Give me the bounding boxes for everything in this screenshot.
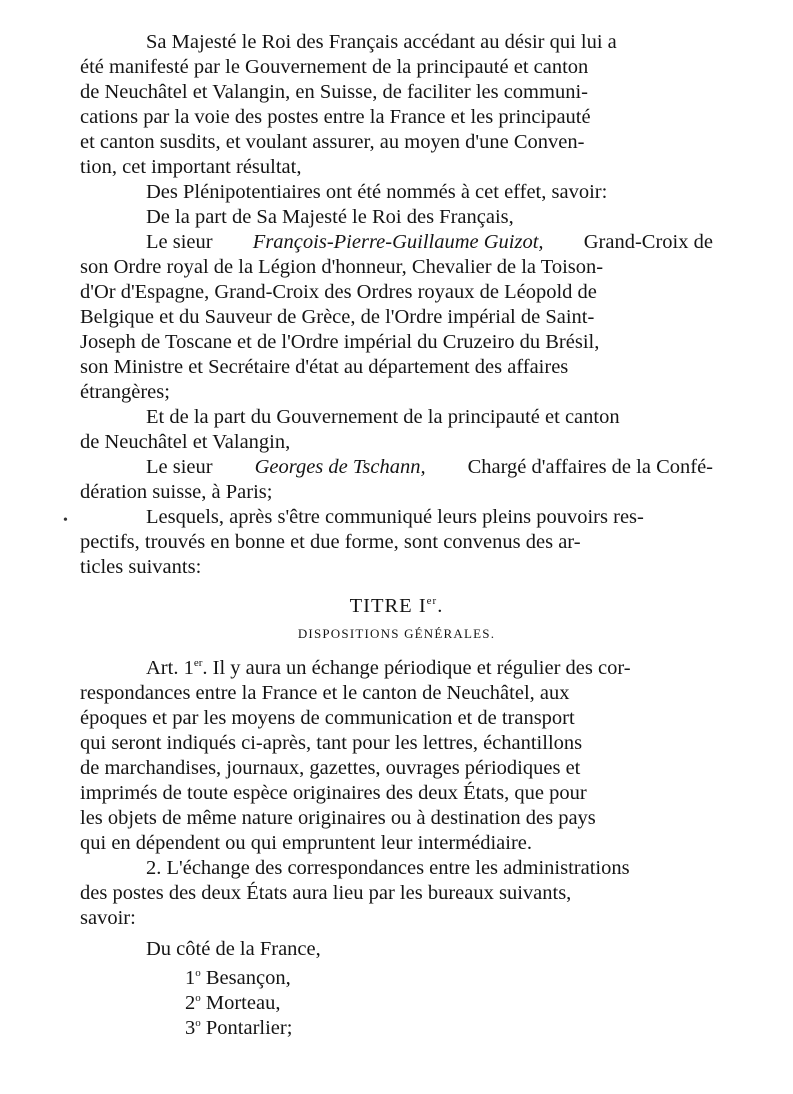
text-line: respondances entre la France et le canton de Neuchâtel, aux <box>80 682 570 704</box>
text-line: qui en dépendent ou qui empruntent leur intermédiaire. <box>80 832 532 854</box>
text-line: Du côté de la France, <box>146 938 321 960</box>
text-line: Joseph de Toscane et de l'Ordre impérial du Cruzeiro du Brésil, <box>80 331 600 353</box>
text-line: époques et par les moyens de communication et de transport <box>80 707 575 729</box>
section-subtitle: DISPOSITIONS GÉNÉRALES. <box>297 626 496 641</box>
plenipotentiary-name-neuchatel: Georges de Tschann, <box>254 456 426 478</box>
text-line: d'Or d'Espagne, Grand-Croix des Ordres royaux de Léopold de <box>80 281 597 303</box>
text-line: qui seront indiqués ci-après, tant pour les lettres, échantillons <box>80 732 583 754</box>
text-line: cations par la voie des postes entre la France et les principauté <box>80 106 591 128</box>
plenipotentiary-name-france: François-Pierre-Guillaume Guizot, <box>252 231 544 253</box>
text-line: de Neuchâtel et Valangin, <box>80 431 291 453</box>
section-title: TITRE Ier. <box>349 595 444 617</box>
article-1-first-line: Art. 1er. Il y aura un échange périodique et régulier des cor- <box>146 657 631 679</box>
text-line: imprimés de toute espèce originaires des deux États, que pour <box>80 782 587 804</box>
margin-mark: • <box>63 513 68 528</box>
text-line: Et de la part du Gouvernement de la principauté et canton <box>146 406 620 428</box>
text-line: Sa Majesté le Roi des Français accédant au désir qui lui a <box>146 31 617 53</box>
text-line: étrangères; <box>80 381 170 403</box>
list-item: 3$^o$ Pontarlier; <box>185 1017 293 1039</box>
text-line: Belgique et du Sauveur de Grèce, de l'Ordre impérial de Saint- <box>80 306 595 328</box>
text-line: dération suisse, à Paris; <box>80 481 273 503</box>
text-line: son Ordre royal de la Légion d'honneur, Chevalier de la Toison- <box>80 256 604 278</box>
text-line: de marchandises, journaux, gazettes, ouvrages périodiques et <box>80 757 581 779</box>
list-item: 2$^o$ Morteau, <box>185 992 281 1014</box>
text-line: De la part de Sa Majesté le Roi des Français, <box>146 206 514 228</box>
text-line: Le sieur Georges de Tschann, Chargé d'affaires de la Confé- <box>146 456 713 478</box>
article-2-first-line: 2. L'échange des correspondances entre les administrations <box>146 857 630 879</box>
text-line: son Ministre et Secrétaire d'état au département des affaires <box>80 356 569 378</box>
text-line: Des Plénipotentiaires ont été nommés à cet effet, savoir: <box>146 181 608 203</box>
list-item: 1$^o$ Besançon, <box>185 967 291 989</box>
text-line: les objets de même nature originaires ou à destination des pays <box>80 807 596 829</box>
text-line: Lesquels, après s'être communiqué leurs pleins pouvoirs res- <box>146 506 644 528</box>
text-line: savoir: <box>80 907 136 929</box>
text-line: Le sieur François-Pierre-Guillaume Guizot, Grand-Croix de <box>146 231 713 253</box>
text-line: tion, cet important résultat, <box>80 156 302 178</box>
text-line: ticles suivants: <box>80 556 202 578</box>
text-line: des postes des deux États aura lieu par les bureaux suivants, <box>80 882 572 904</box>
text-line: et canton susdits, et voulant assurer, au moyen d'une Conven- <box>80 131 585 153</box>
text-line: pectifs, trouvés en bonne et due forme, sont convenus des ar- <box>80 531 581 553</box>
text-line: été manifesté par le Gouvernement de la principauté et canton <box>80 56 589 78</box>
text-line: de Neuchâtel et Valangin, en Suisse, de faciliter les communi- <box>80 81 588 103</box>
